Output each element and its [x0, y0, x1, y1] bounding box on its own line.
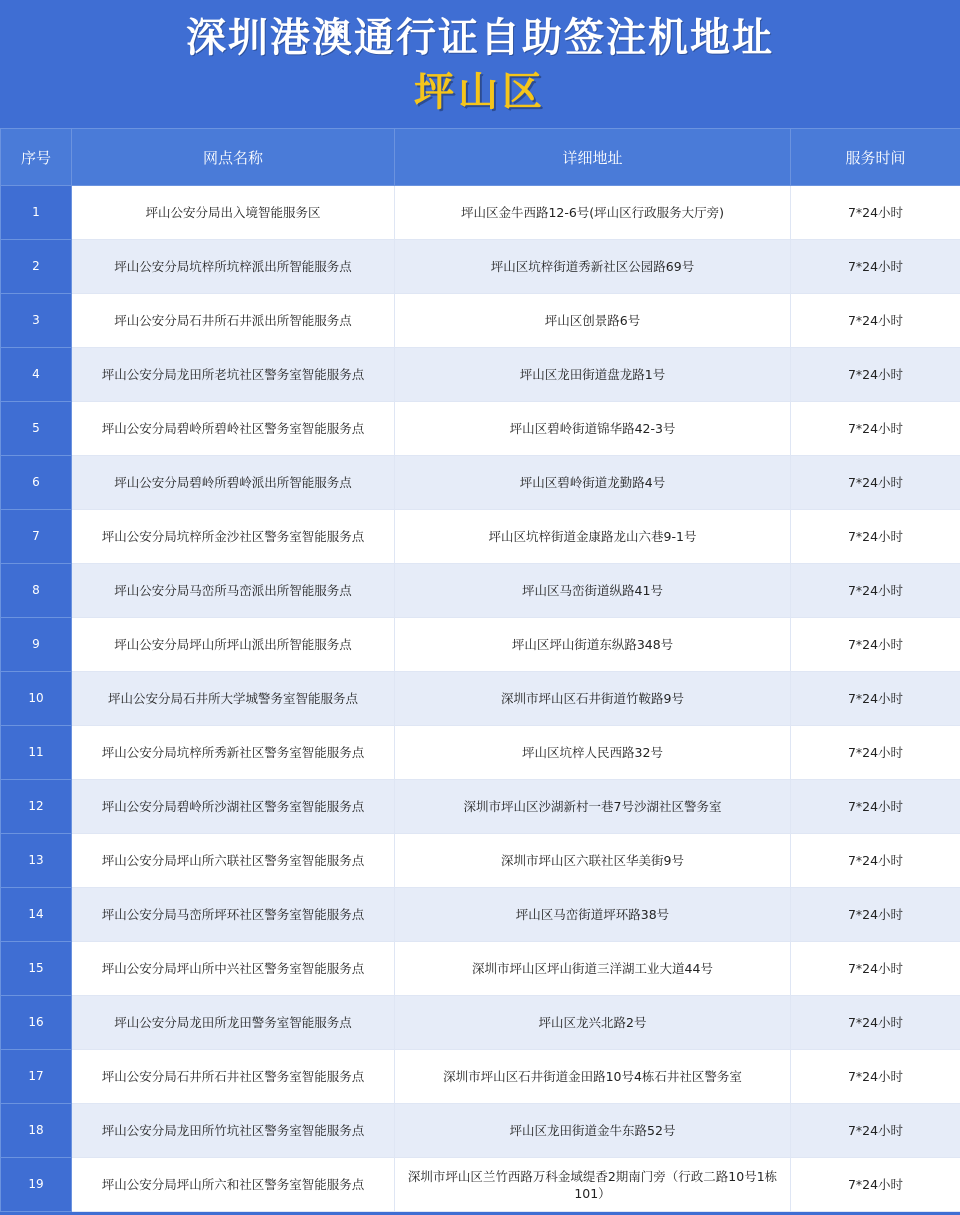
row-service-hours: 7*24小时 [791, 726, 960, 780]
row-number: 11 [1, 726, 72, 780]
row-service-hours: 7*24小时 [791, 456, 960, 510]
row-address: 坪山区龙田街道盘龙路1号 [395, 348, 791, 402]
row-site-name: 坪山公安分局龙田所竹坑社区警务室智能服务点 [72, 1104, 395, 1158]
row-number: 15 [1, 942, 72, 996]
row-service-hours: 7*24小时 [791, 402, 960, 456]
row-service-hours: 7*24小时 [791, 996, 960, 1050]
row-address: 坪山区创景路6号 [395, 294, 791, 348]
row-site-name: 坪山公安分局坪山所六和社区警务室智能服务点 [72, 1158, 395, 1212]
row-service-hours: 7*24小时 [791, 510, 960, 564]
row-number: 16 [1, 996, 72, 1050]
table-row [1, 996, 960, 1050]
row-number: 17 [1, 1050, 72, 1104]
column-header-address: 详细地址 [395, 129, 791, 186]
row-number: 7 [1, 510, 72, 564]
table-row [1, 780, 960, 834]
table-row [1, 564, 960, 618]
row-site-name: 坪山公安分局坪山所六联社区警务室智能服务点 [72, 834, 395, 888]
row-address: 深圳市坪山区沙湖新村一巷7号沙湖社区警务室 [395, 780, 791, 834]
row-site-name: 坪山公安分局龙田所老坑社区警务室智能服务点 [72, 348, 395, 402]
table-row [1, 618, 960, 672]
row-site-name: 坪山公安分局坪山所中兴社区警务室智能服务点 [72, 942, 395, 996]
row-number: 8 [1, 564, 72, 618]
row-number: 13 [1, 834, 72, 888]
row-service-hours: 7*24小时 [791, 348, 960, 402]
row-service-hours: 7*24小时 [791, 618, 960, 672]
row-address: 坪山区金牛西路12-6号(坪山区行政服务大厅旁) [395, 186, 791, 240]
header-banner [0, 0, 960, 128]
row-site-name: 坪山公安分局碧岭所沙湖社区警务室智能服务点 [72, 780, 395, 834]
row-site-name: 坪山公安分局出入境智能服务区 [72, 186, 395, 240]
row-address: 坪山区坑梓人民西路32号 [395, 726, 791, 780]
row-address: 深圳市坪山区坪山街道三洋湖工业大道44号 [395, 942, 791, 996]
row-service-hours: 7*24小时 [791, 294, 960, 348]
row-address: 坪山区碧岭街道锦华路42-3号 [395, 402, 791, 456]
row-address: 坪山区坑梓街道秀新社区公园路69号 [395, 240, 791, 294]
row-site-name: 坪山公安分局马峦所马峦派出所智能服务点 [72, 564, 395, 618]
row-service-hours: 7*24小时 [791, 186, 960, 240]
row-site-name: 坪山公安分局龙田所龙田警务室智能服务点 [72, 996, 395, 1050]
table-row [1, 726, 960, 780]
row-address: 深圳市坪山区六联社区华美街9号 [395, 834, 791, 888]
table-row [1, 186, 960, 240]
row-site-name: 坪山公安分局坑梓所坑梓派出所智能服务点 [72, 240, 395, 294]
row-number: 9 [1, 618, 72, 672]
row-service-hours: 7*24小时 [791, 780, 960, 834]
row-address: 坪山区坪山街道东纵路348号 [395, 618, 791, 672]
row-site-name: 坪山公安分局马峦所坪环社区警务室智能服务点 [72, 888, 395, 942]
row-service-hours: 7*24小时 [791, 240, 960, 294]
row-number: 1 [1, 186, 72, 240]
page-title: 深圳港澳通行证自助签注机地址 [186, 15, 774, 61]
row-site-name: 坪山公安分局石井所大学城警务室智能服务点 [72, 672, 395, 726]
table-row [1, 1158, 960, 1212]
table-row [1, 402, 960, 456]
row-address: 坪山区龙田街道金牛东路52号 [395, 1104, 791, 1158]
table-body [1, 186, 960, 1212]
row-number: 10 [1, 672, 72, 726]
row-service-hours: 7*24小时 [791, 1158, 960, 1212]
table-row [1, 294, 960, 348]
column-header-hours: 服务时间 [791, 129, 960, 186]
row-address: 深圳市坪山区石井街道金田路10号4栋石井社区警务室 [395, 1050, 791, 1104]
row-number: 4 [1, 348, 72, 402]
table-row [1, 348, 960, 402]
row-number: 12 [1, 780, 72, 834]
table-row [1, 1104, 960, 1158]
row-service-hours: 7*24小时 [791, 834, 960, 888]
row-site-name: 坪山公安分局石井所石井派出所智能服务点 [72, 294, 395, 348]
district-subtitle: 坪山区 [414, 69, 546, 115]
table-row [1, 1050, 960, 1104]
column-header-name: 网点名称 [72, 129, 395, 186]
row-number: 6 [1, 456, 72, 510]
table-row [1, 888, 960, 942]
row-number: 19 [1, 1158, 72, 1212]
row-site-name: 坪山公安分局坑梓所秀新社区警务室智能服务点 [72, 726, 395, 780]
row-site-name: 坪山公安分局碧岭所碧岭派出所智能服务点 [72, 456, 395, 510]
table-row [1, 942, 960, 996]
table-row [1, 834, 960, 888]
column-header-number: 序号 [1, 129, 72, 186]
row-site-name: 坪山公安分局坪山所坪山派出所智能服务点 [72, 618, 395, 672]
row-address: 深圳市坪山区兰竹西路万科金域缇香2期南门旁（行政二路10号1栋101） [395, 1158, 791, 1212]
address-table [0, 128, 960, 1212]
row-site-name: 坪山公安分局坑梓所金沙社区警务室智能服务点 [72, 510, 395, 564]
table-row [1, 672, 960, 726]
row-address: 坪山区碧岭街道龙勤路4号 [395, 456, 791, 510]
table-row [1, 510, 960, 564]
row-number: 5 [1, 402, 72, 456]
row-number: 18 [1, 1104, 72, 1158]
row-service-hours: 7*24小时 [791, 942, 960, 996]
row-address: 坪山区马峦街道纵路41号 [395, 564, 791, 618]
row-site-name: 坪山公安分局石井所石井社区警务室智能服务点 [72, 1050, 395, 1104]
row-address: 坪山区马峦街道坪环路38号 [395, 888, 791, 942]
row-address: 坪山区龙兴北路2号 [395, 996, 791, 1050]
table-row [1, 240, 960, 294]
row-number: 3 [1, 294, 72, 348]
row-service-hours: 7*24小时 [791, 1050, 960, 1104]
row-service-hours: 7*24小时 [791, 1104, 960, 1158]
row-address: 坪山区坑梓街道金康路龙山六巷9-1号 [395, 510, 791, 564]
row-number: 14 [1, 888, 72, 942]
row-service-hours: 7*24小时 [791, 564, 960, 618]
row-site-name: 坪山公安分局碧岭所碧岭社区警务室智能服务点 [72, 402, 395, 456]
table-header-row [1, 129, 960, 186]
row-service-hours: 7*24小时 [791, 888, 960, 942]
row-address: 深圳市坪山区石井街道竹鞍路9号 [395, 672, 791, 726]
row-number: 2 [1, 240, 72, 294]
table-row [1, 456, 960, 510]
row-service-hours: 7*24小时 [791, 672, 960, 726]
